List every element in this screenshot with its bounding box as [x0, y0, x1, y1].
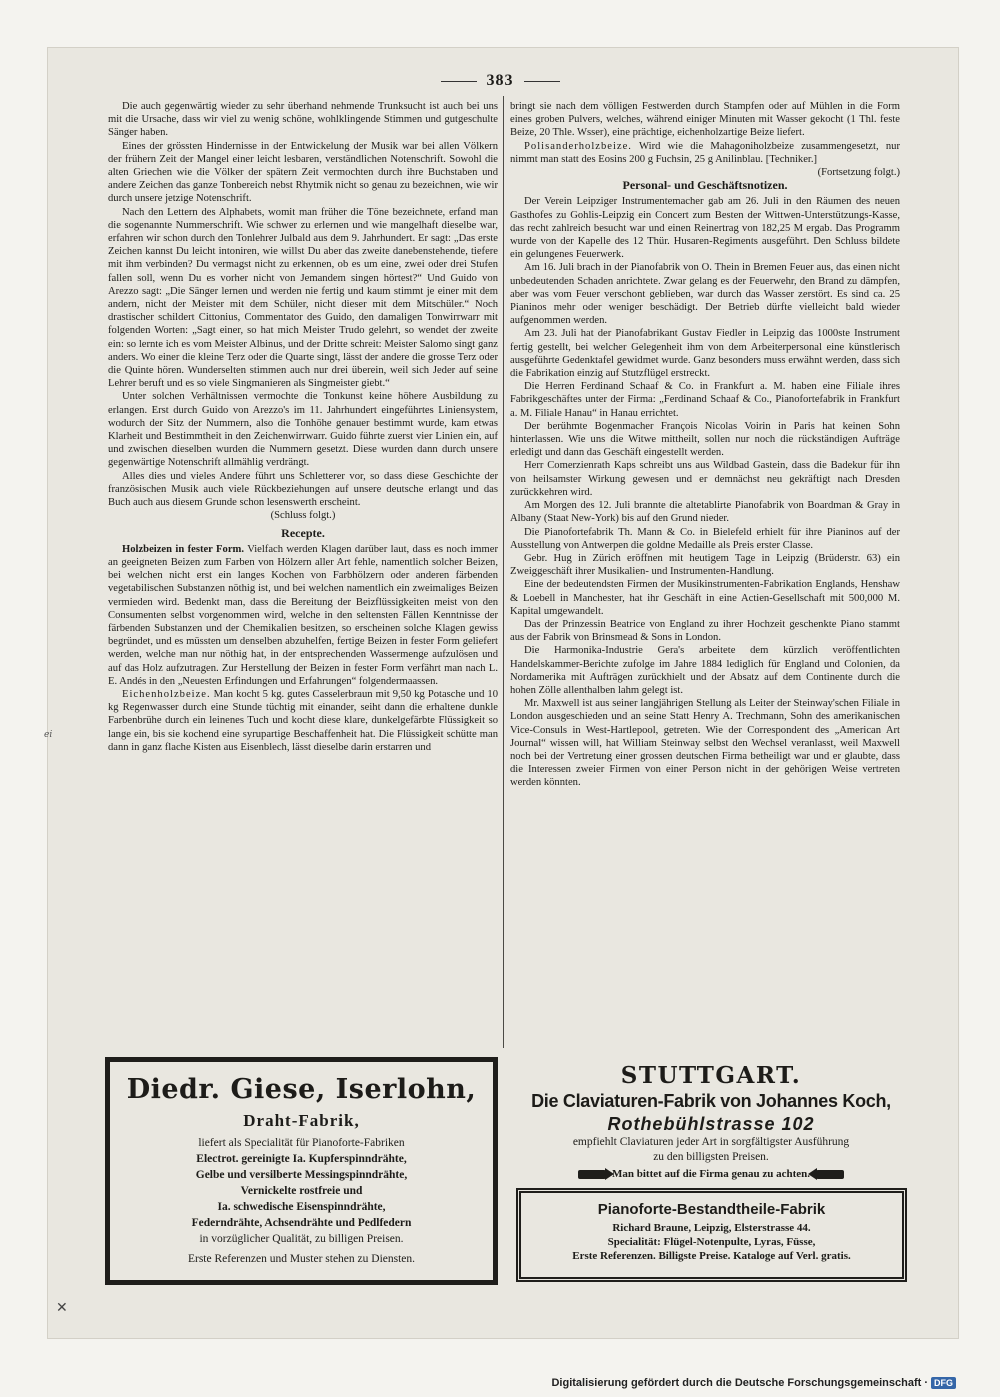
- ad-notice: [512, 1168, 910, 1180]
- ad-line: Gelbe und versilberte Messingspinndrähte,: [195, 1169, 408, 1181]
- news-item: Herr Comerzienrath Kaps schreibt uns aus Wildbad Gastein, dass die Badekur für ihn von heilsamster Wirkung gewesen und er demnächst neu gekräftigt nach Dresden zurückkehren wird.: [510, 460, 900, 498]
- ad-line: Erste Referenzen. Billigste Preise. Kataloge auf Verl. gratis.: [572, 1250, 851, 1262]
- recipe-text: Man kocht 5 kg. gutes Casselerbraun mit 9,50 kg Potasche und 10 kg Regenwasser durch eine Stunde tüchtig mit einander, seiht dann die erhaltene dunkle Farbenbrühe durch ein leinenes Tuch und kocht diese klare, dunkelgefärbte Flüssigkeit so lange ein, bis sie kochend eine syrupartige Beschaffenheit hat. Die Flüssigkeit schütte man dann in ganz flache Kisten aus Eisenblech, lässt dieselbe darin erstarren und: [108, 688, 498, 753]
- advertisement-braune: [516, 1188, 907, 1282]
- continuation-note: (Schluss folgt.): [270, 510, 336, 522]
- ad-line: Richard Braune, Leipzig, Elsterstrasse 44.: [612, 1222, 811, 1234]
- ad-line: zu den billigsten Preisen.: [653, 1151, 769, 1163]
- news-item: Der Verein Leipziger Instrumentemacher gab am 26. Juli in den Räumen des neuen Gasthofes zu Gohlis-Leipzig ein Concert zum Besten der Wittwen-Unterstützungs-Kasse, das recht zahlreich besucht war und einen Reinertrag von 182,25 M ergab. Das Programm wurde von der Kapelle des 12 Thür. Husaren-Regiments ausgeführt. Den Schluss bildete ein gelungenes Feuerwerk.: [510, 196, 900, 261]
- paragraph: Alles dies und vieles Andere führt uns Schletterer vor, so dass diese Geschichte der französischen Musik auch viele Rückbeziehungen auf unsere deutsche erlangt und das Buch auch aus diesem Grunde schon lesenswerth erscheint.: [108, 470, 498, 509]
- recipe-text: Vielfach werden Klagen darüber laut, dass es noch immer an geeigneten Beizen zum Farben von Hölzern aller Art fehle, namentlich solcher Beizen, bei welchen nicht erst ein langes Kochen von Farbhölzern oder anderen färbenden vegetabilischen Substanzen nöthig ist, und bei welchen namentlich ein zweimaliges Beizen vermieden wird. Bedenkt man, dass die Bereitung der Beizflüssigkeiten meist von den Consumenten selbst vorgenommen wird, welche in den seltensten Fällen Kenntnisse der färbenden Substanzen und der Chemikalien besitzen, so erscheinen solche Klagen gewiss begründet, und es müssten um denselben abzuhelfen, fertige Beizen in fester Form geliefert werden, welche man nur nöthig hat, in der entsprechenden Wassermenge aufzulösen und auf das Holz aufzutragen. Zur Herstellung der Beizen in fester Form verfährt man nach L. E. Andés in den „Neuesten Erfindungen und Erfahrungen“ folgendermaassen.: [108, 543, 498, 687]
- paragraph: Eines der grössten Hindernisse in der Entwickelung der Musik war bei allen Völkern der frühern Zeit der Mangel einer leicht lesbaren, verständlichen Notenschrift. Sowohl die alten Griechen wie die Völker der spätern Zeit vermochten durch ihre Buchstaben und andere Zeichen das ganze Tonbereich nebst Rhytmik nicht so genau zu bezeichnen, wie wir durch unsere jetzige Notenschrift.: [108, 140, 498, 205]
- news-item: Der berühmte Bogenmacher François Nicolas Voirin in Paris hat keinen Sohn hinterlassen. Wie uns die Witwe mittheilt, sollen nur noch die rückständigen Aufträge erledigt und dann das Geschäft eingestellt werden.: [510, 420, 900, 459]
- news-item: Am 16. Juli brach in der Pianofabrik von O. Thein in Bremen Feuer aus, das einen nicht unbedeutenden Schaden anrichtete. Zwar gelang es der Feuerwehr, den Brand zu dämpfen, aber was vom Feuer verschont geblieben, war durch das Wasser zerstört. Es sind ca. 25 Pianinos mehr oder weniger beschädigt. Der Betrieb dürfte vielleicht bald wieder aufgenommen werden.: [510, 262, 900, 327]
- funding-footer: [551, 1377, 956, 1389]
- news-item: Mr. Maxwell ist aus seiner langjährigen Stellung als Leiter der Steinway'schen Filiale in London ausgeschieden und an seine Statt Henry A. Trechmann, Sohn des amerikanischen Vice-Consuls in West-Hartlepool, getreten. Wie der Correspondent des „American Art Journal“ wissen will, hat William Steinway selbst den Wechsel veranlasst, weil Maxwell noch bei der Vertretung einer grossen deutschen Firma betheiligt war und er glaubte, dass die Interessen zweier Firmen von einer Person nicht in der gehörigen Weise vertreten werden könnten.: [510, 698, 900, 789]
- recipe-text: Wird wie die Mahagoniholzbeize zusammengesetzt, nur nimmt man statt des Eosins 200 g Fuchsin, 25 g Anilinblau.: [510, 140, 900, 165]
- ad-line: Electrot. gereinigte Ia. Kupferspinndrähte,: [196, 1153, 407, 1165]
- ad-company-name: Diedr. Giese, Iserlohn,: [126, 1074, 477, 1105]
- ad-line: Erste Referenzen und Muster stehen zu Diensten.: [187, 1253, 416, 1265]
- ad-headline: Pianoforte-Bestandtheile-Fabrik: [597, 1201, 826, 1218]
- page-number: 383: [0, 72, 1000, 90]
- ad-company-name: Die Claviaturen-Fabrik von Johannes Koch,: [531, 1091, 891, 1111]
- dfg-logo: DFG: [931, 1377, 956, 1389]
- news-item: Das der Prinzessin Beatrice von England zu ihrer Hochzeit geschenkte Piano stammt aus der Fabrik von Brinsmead & Sons in London.: [510, 618, 900, 644]
- section-heading-personal: Personal- und Geschäftsnotizen.: [622, 178, 788, 193]
- advertisement-giese: [105, 1057, 498, 1285]
- pointing-hand-icon: [578, 1170, 606, 1179]
- paragraph: Nach den Lettern des Alphabets, womit man früher die Töne bezeichnete, erfand man die sogenannte Nummerschrift. Wie schwer zu erlernen und wie mangelhaft dieselbe war, erfahren wir schon durch den Tonlehrer Julbald aus dem 9. Jahrhundert. Er sagt: „Das erste Zeichen kannst Du leicht intoniren, wie willst Du aber das zweite danebenstehende, tiefere mit ihm verbinden? Du vermagst nicht zu erkennen, ob es um eine, zwei oder drei Stufen fallen soll, wenn Du es vorher nicht von Jemandem singen hörtest?“ Und Guido von Arezzo sagt: „Die Sänger lernen und werden nie fertig und kaum stimmt je einer mit dem andern, nicht der Meister mit dem Schüler, nicht dieser mit dem Mitschüler.“ Noch drastischer schildert Cittonius, Commentator des Guido, den damaligen Tonwirrwarr mit folgenden Worten: „Sagt einer, so hat mich Meister Trudo gelehrt, so wendet der zweite ein: so lernte ich es vom Meister Albinus, und der Dritte schreit: Meister Salomo singt ganz anders. Wo einer die kleine Terz oder die Quarte singt, lässt der andere die grosse Terz oder die Quinte hören. Wunderselten stimmen auch nur drei überein, weil sich Jeder auf seine Lehrer beruft und es so viele Singmanieren als Singmeister giebt.“: [108, 206, 498, 390]
- advertisement-koch: [512, 1062, 910, 1180]
- source-note: [Techniker.]: [765, 153, 818, 165]
- ad-line: Vernickelte rostfreie und: [240, 1185, 363, 1197]
- paragraph: [510, 140, 900, 179]
- ad-line: Specialität: Flügel-Notenpulte, Lyras, Füsse,: [607, 1236, 816, 1248]
- ad-line: Man bittet auf die Firma genau zu achten.: [612, 1168, 810, 1180]
- ad-line: empfiehlt Claviaturen jeder Art in sorgfältigster Ausführung: [572, 1136, 850, 1148]
- paragraph: [108, 543, 498, 688]
- continuation-note: (Fortsetzung folgt.): [817, 167, 900, 179]
- news-item: Die Pianofortefabrik Th. Mann & Co. in Bielefeld erhielt für ihre Pianinos auf der Ausstellung von Antwerpen die goldne Medaille als Preis erster Classe.: [510, 526, 900, 551]
- news-item: Gebr. Hug in Zürich eröffnen mit heutigem Tage in Leipzig (Brüderstr. 63) ein Zweiggeschäft ihrer Musikalien- und Instrumenten-Handlung.: [510, 552, 900, 578]
- paragraph: Die auch gegenwärtig wieder zu sehr überhand nehmende Trunksucht ist auch bei uns mit die Ursache, dass wir viel zu wenig schöne, wohlklingende Stimmen und gutgeschulte Sänger haben.: [108, 101, 498, 139]
- left-column: [108, 100, 498, 754]
- ad-subtitle: Draht-Fabrik,: [243, 1111, 360, 1130]
- margin-annotation: ei: [44, 730, 53, 740]
- ad-line: Ia. schwedische Eisenspinndrähte,: [217, 1201, 386, 1213]
- ad-address: Rothebühlstrasse 102: [607, 1114, 815, 1134]
- right-column: [510, 100, 900, 790]
- funding-text: Digitalisierung gefördert durch die Deutsche Forschungsgemeinschaft ·: [551, 1377, 928, 1389]
- pointing-hand-icon: [816, 1170, 844, 1179]
- news-item: Die Harmonika-Industrie Gera's arbeitete dem kürzlich veröffentlichten Handelskammer-Berichte zufolge im Jahre 1884 lediglich für England und Colonien, da Nordamerika mit Aufträgen zurückhielt und der Absatz auf dem Continente durch die hohen Zölle allenthalben lahm gelegt ist.: [510, 645, 900, 696]
- news-item: Am 23. Juli hat der Pianofabrikant Gustav Fiedler in Leipzig das 1000ste Instrument fertig gestellt, bei welcher Gelegenheit ihm von dem Arbeiterpersonal eine künstlerisch ausgeführte Gedenktafel gewidmet wurde. Ganz besonders muss erwähnt werden, dass sich die Fabrikation einzig auf Stutzflügel erstreckt.: [510, 328, 900, 380]
- section-heading-recipes: Recepte.: [281, 525, 325, 540]
- paragraph: bringt sie nach dem völligen Festwerden durch Stampfen oder auf Mühlen in die Form eines groben Pulvers, welches, während einiger Minuten mit Wasser gekocht (1 Thl. feste Beize, 20 Thle. Wsser), eine prächtige, eichenholzartige Beize liefert.: [510, 101, 900, 139]
- recipe-title: Holzbeizen in fester Form.: [122, 543, 245, 555]
- recipe-title: Eichenholzbeize.: [122, 688, 211, 700]
- ad-city: STUTTGART.: [620, 1062, 802, 1089]
- column-divider: [503, 96, 504, 1048]
- ad-line: in vorzüglicher Qualität, zu billigen Preisen.: [199, 1233, 404, 1245]
- ad-line: Federndrähte, Achsendrähte und Pedlfedern: [191, 1217, 412, 1229]
- margin-cross-icon: ✕: [56, 1300, 68, 1316]
- news-item: Die Herren Ferdinand Schaaf & Co. in Frankfurt a. M. haben eine Filiale ihres Fabrikgeschäftes unter der Firma: „Ferdinand Schaaf & Co., Pianofortefabrik in Frankfurt a. M. Filiale Hanau“ in Hanau errichtet.: [510, 381, 900, 419]
- news-item: Am Morgen des 12. Juli brannte die altetablirte Pianofabrik von Boardman & Gray in Albany (Staat New-York) bis auf den Grund nieder.: [510, 500, 900, 525]
- paragraph: [108, 688, 498, 754]
- ad-line: liefert als Specialität für Pianoforte-Fabriken: [198, 1137, 405, 1149]
- paragraph: Unter solchen Verhältnissen vermochte die Tonkunst keine höhere Ausbildung zu erlangen. Erst durch Guido von Arezzo's im 11. Jahrhundert eingeführtes Liniensystem, wodurch der Sitz der Nummern, also die Tonhöhe genauer bestimmt wurde, kam etwas Klarheit und Bestimmtheit in den Zeichenwirrwarr. Guido führte zuerst vier Linien ein, auf und zwischen dieselben wurden die Nummern gesetzt. Diese wurden dann durch unsere gegenwärtige Notenschrift allmählig verdrängt.: [108, 391, 498, 469]
- news-item: Eine der bedeutendsten Firmen der Musikinstrumenten-Fabrikation Englands, Henshaw & Loebell in Manchester, hat ihr Geschäft in eine Actien-Gesellschaft mit 500,000 M. Kapital umgewandelt.: [510, 579, 900, 617]
- recipe-title: Polisanderholzbeize.: [524, 140, 632, 152]
